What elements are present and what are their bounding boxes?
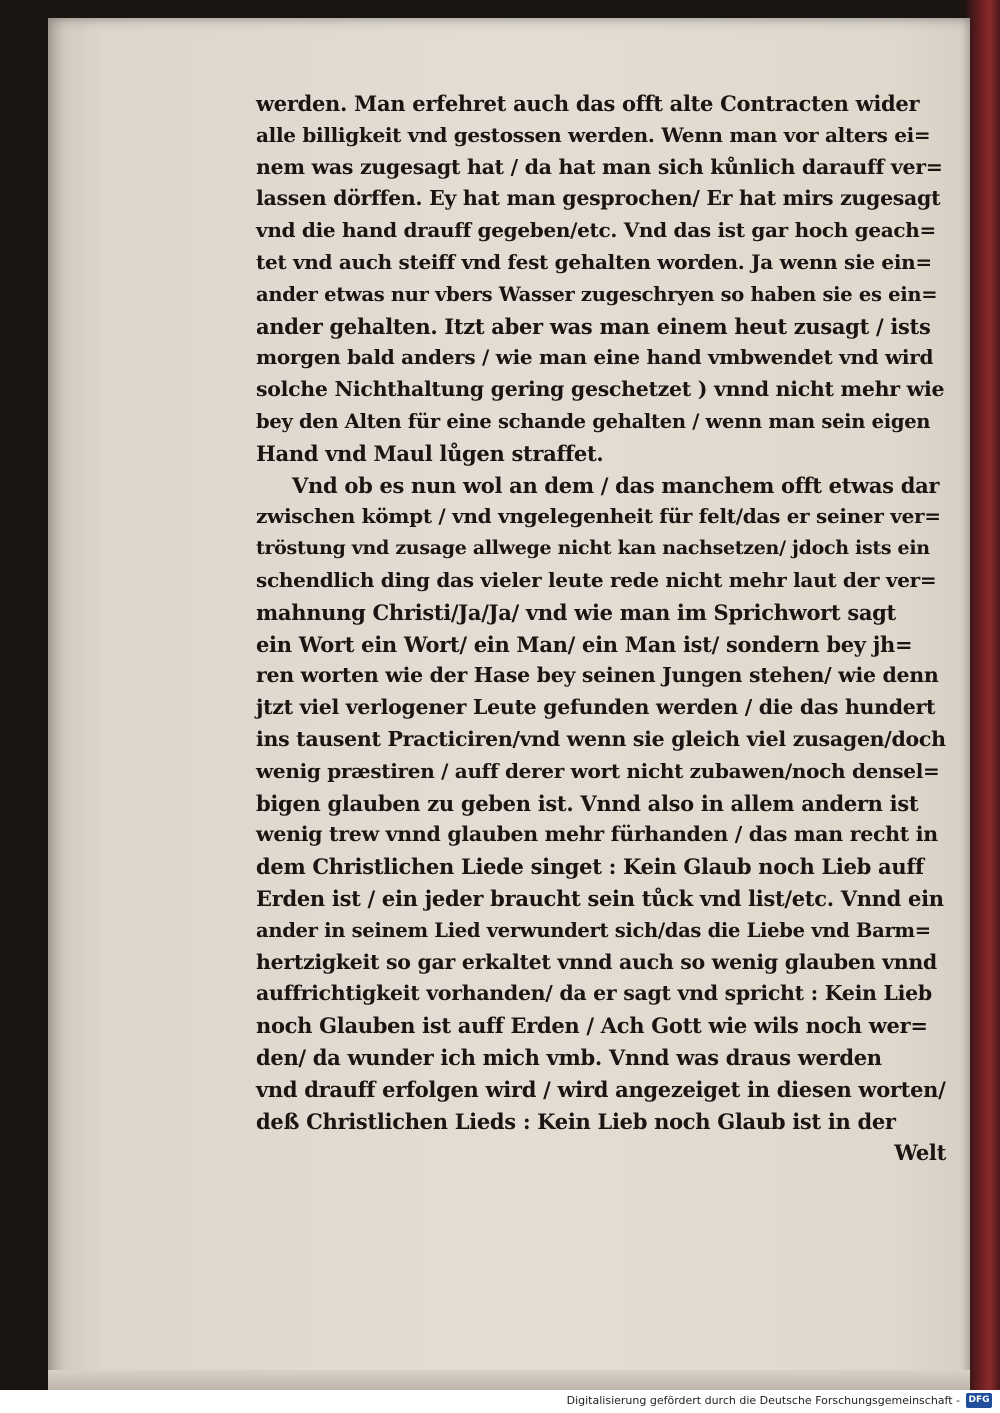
text-line: ander in seinem Lied verwundert sich/das die Liebe vnd Barm= — [256, 918, 931, 942]
text-line: noch Glauben ist auff Erden / Ach Gott wie wils noch wer= — [256, 1013, 928, 1039]
text-line: bey den Alten für eine schande gehalten / wenn man sein eigen — [256, 409, 931, 433]
text-line: bigen glauben zu geben ist. Vnnd also in allem andern ist — [256, 790, 919, 816]
text-line: hertzigkeit so gar erkaltet vnnd auch so wenig glauben vnnd — [256, 949, 937, 974]
text-line: Erden ist / ein jeder braucht sein tůck vnd list/etc. Vnnd ein — [256, 885, 944, 911]
text-line: zwischen kömpt / vnd vngelegenheit für felt/das er seiner ver= — [256, 504, 941, 529]
text-line: wenig trew vnnd glauben mehr fürhanden / das man recht in — [256, 822, 938, 847]
text-line: vnd drauff erfolgen wird / wird angezeiget in diesen worten/ — [256, 1076, 946, 1102]
text-line: ein Wort ein Wort/ ein Man/ ein Man ist/ sondern bey jh= — [256, 631, 913, 657]
text-line: jtzt viel verlogener Leute gefunden werden / die das hundert — [256, 695, 936, 720]
text-line: wenig præstiren / auff derer wort nicht zubawen/noch densel= — [256, 758, 940, 783]
text-line: morgen bald anders / wie man eine hand vmbwendet vnd wird — [256, 345, 934, 370]
text-line: mahnung Christi/Ja/Ja/ vnd wie man im Sprichwort sagt — [256, 599, 896, 625]
text-line: schendlich ding das vieler leute rede nicht mehr laut der ver= — [256, 567, 937, 592]
text-line: vnd die hand drauff gegeben/etc. Vnd das ist gar hoch geach= — [256, 218, 936, 243]
text-line: auffrichtigkeit vorhanden/ da er sagt vnd spricht : Kein Lieb — [256, 981, 932, 1006]
text-line: deß Christlichen Lieds : Kein Lieb noch Glaub ist in der — [256, 1108, 896, 1134]
text-line: solche Nichthaltung gering geschetzet ) vnnd nicht mehr wie — [256, 377, 945, 402]
text-line: ins tausent Practiciren/vnd wenn sie gleich viel zusagen/doch — [256, 726, 946, 751]
text-line: ander etwas nur vbers Wasser zugeschryen so haben sie es ein= — [256, 282, 938, 306]
text-line: tröstung vnd zusage allwege nicht kan nachsetzen/ jdoch ists ein — [256, 537, 930, 560]
page-bottom-edge — [48, 1370, 970, 1390]
text-line: ander gehalten. Itzt aber was man einem heut zusagt / ists — [256, 313, 931, 339]
text-line: alle billigkeit vnd gestossen werden. Wenn man vor alters ei= — [256, 122, 931, 147]
text-line: dem Christlichen Liede singet : Kein Glaub noch Lieb auff — [256, 854, 924, 880]
text-line: nem was zugesagt hat / da hat man sich kůnlich darauff ver= — [256, 154, 943, 179]
dfg-logo: DFG — [966, 1393, 992, 1408]
text-line: lassen dörffen. Ey hat man gesprochen/ Er hat mirs zugesagt — [256, 186, 941, 211]
book-edge — [966, 0, 1000, 1390]
text-line: ren worten wie der Hase bey seinen Jungen stehen/ wie denn — [256, 663, 939, 688]
text-line: Hand vnd Maul lůgen straffet. — [256, 440, 604, 466]
catchword: Welt — [894, 1140, 946, 1166]
text-line: den/ da wunder ich mich vmb. Vnnd was draus werden — [256, 1044, 882, 1070]
text-line: werden. Man erfehret auch das offt alte Contracten wider — [256, 91, 920, 116]
footer — [0, 1390, 1000, 1413]
funding-credit: Digitalisierung gefördert durch die Deutsche Forschungsgemeinschaft - — [566, 1394, 960, 1407]
page-text — [256, 88, 946, 1169]
text-line: tet vnd auch steiff vnd fest gehalten worden. Ja wenn sie ein= — [256, 249, 932, 274]
text-line: Vnd ob es nun wol an dem / das manchem offt etwas dar — [292, 472, 940, 498]
